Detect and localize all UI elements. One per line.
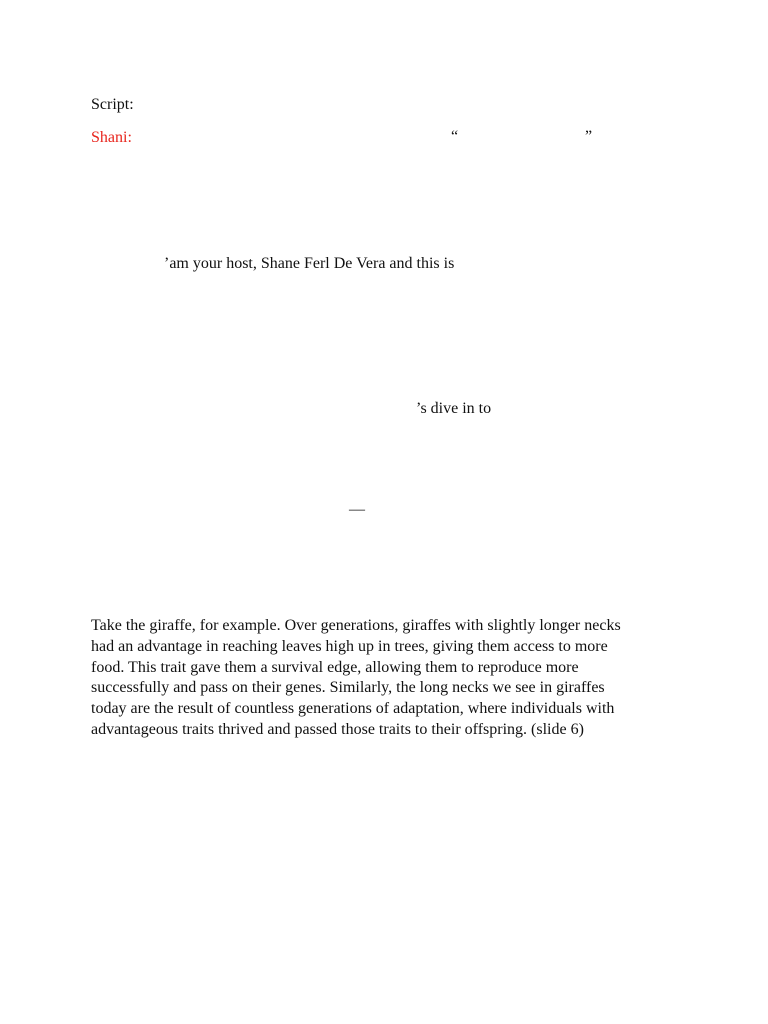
giraffe-paragraph bbox=[91, 616, 681, 741]
dive-line: ’s dive in to bbox=[416, 400, 492, 417]
paragraph-line: successfully and pass on their genes. Similarly, the long necks we see in giraffes bbox=[91, 679, 605, 697]
paragraph-line: Take the giraffe, for example. Over generations, giraffes with slightly longer necks bbox=[91, 617, 621, 634]
paragraph-line: advantageous traits thrived and passed those traits to their offspring. (slide 6) bbox=[91, 720, 584, 738]
close-quote: ” bbox=[585, 128, 593, 145]
paragraph-line: today are the result of countless generations of adaptation, where individuals with bbox=[91, 700, 615, 718]
host-line: ’am your host, Shane Ferl De Vera and this is bbox=[164, 255, 455, 272]
paragraph-line: food. This trait gave them a survival edge, allowing them to reproduce more bbox=[91, 658, 579, 676]
paragraph-line: had an advantage in reaching leaves high up in trees, giving them access to more bbox=[91, 637, 608, 655]
speaker-label: Shani: bbox=[91, 129, 132, 146]
script-heading: Script: bbox=[91, 96, 134, 113]
open-quote: “ bbox=[451, 128, 459, 145]
em-dash: — bbox=[349, 501, 365, 518]
